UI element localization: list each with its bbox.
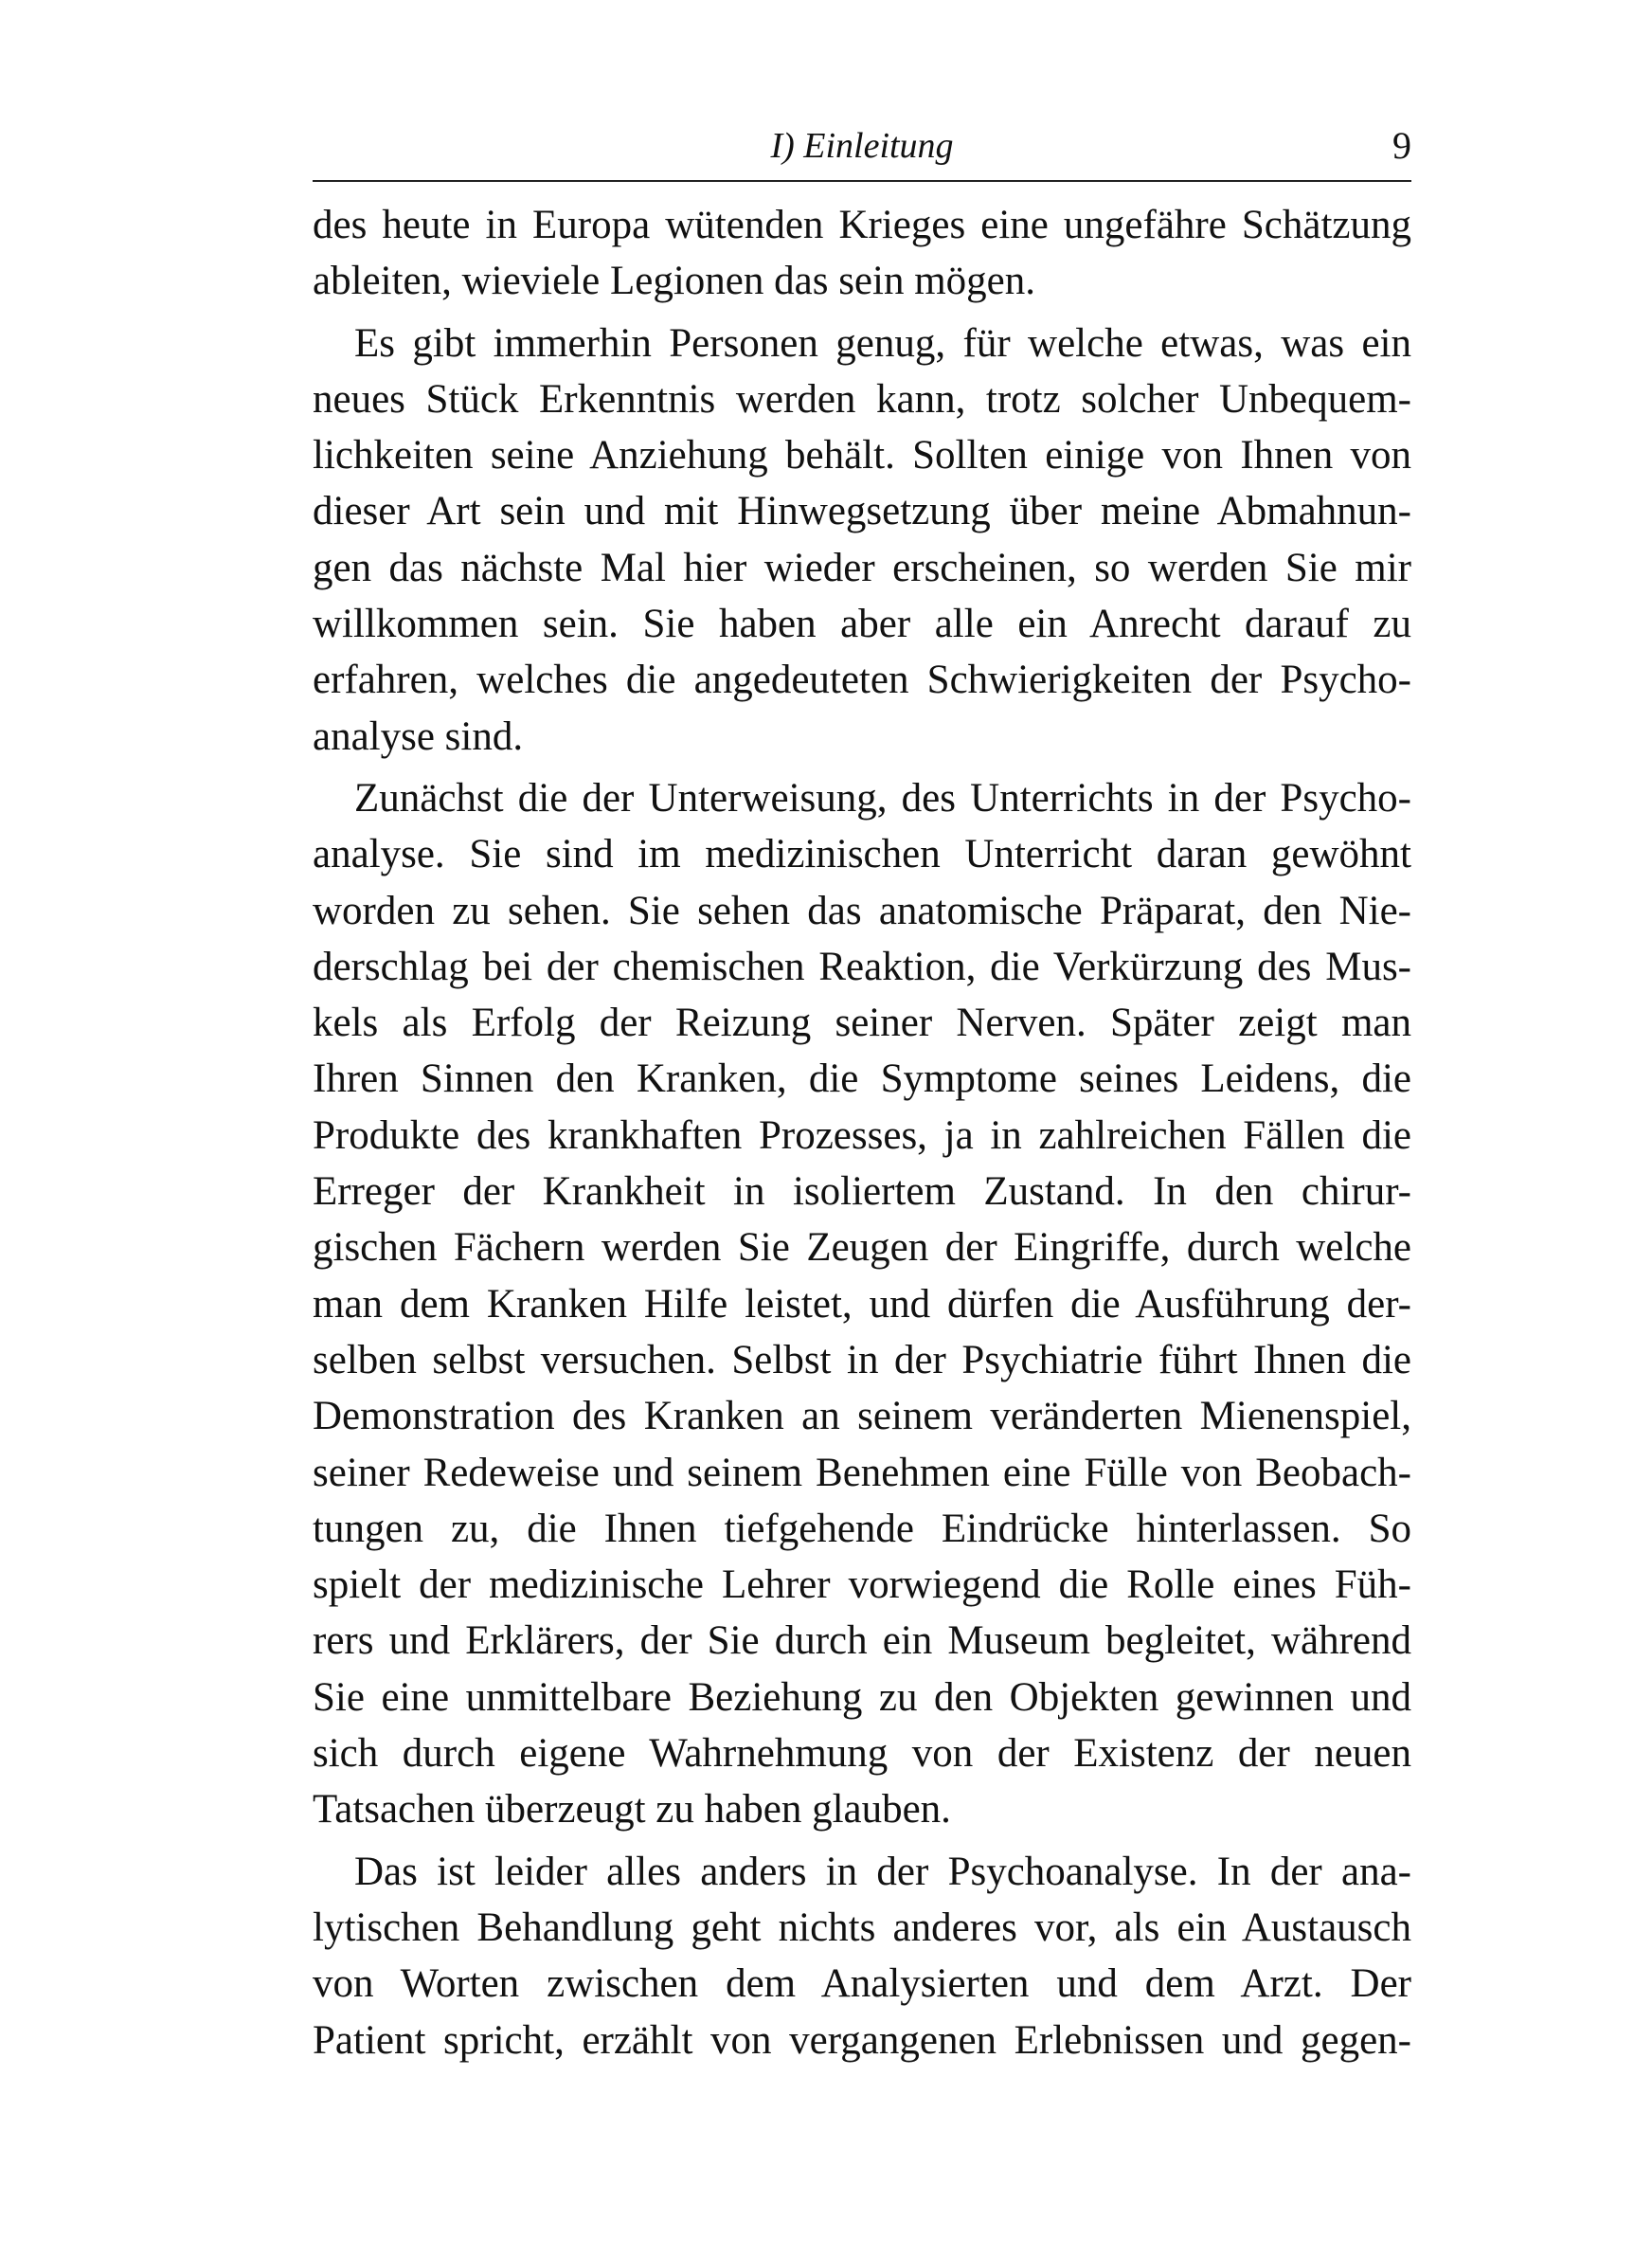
paragraph-first-line: Zunächst die der Unterweisung, des Unterrichts in der Psycho- [354,775,1411,821]
text-line: neues Stück Erkenntnis werden kann, trotz solcher Unbequem- [313,376,1411,422]
text-line: Sie eine unmittelbare Beziehung zu den Objekten gewinnen und [313,1674,1411,1720]
text-line: lichkeiten seine Anziehung behält. Sollten einige von Ihnen von [313,433,1411,478]
text-line: willkommen sein. Sie haben aber alle ein Anrecht darauf zu [313,602,1411,647]
body-text [313,197,1411,2068]
text-line: gen das nächste Mal hier wieder erscheinen, so werden Sie mir [313,545,1411,590]
page-number: 9 [1392,124,1411,167]
text-line: analyse sind. [313,713,524,759]
text-line: Tatsachen überzeugt zu haben glauben. [313,1787,951,1833]
text-line: rers und Erklärers, der Sie durch ein Museum begleitet, während [313,1618,1411,1664]
text-line: Patient spricht, erzählt von vergangenen Erlebnissen und gegen- [313,2017,1411,2063]
text-line: Ihren Sinnen den Kranken, die Symptome seines Leidens, die [313,1056,1411,1102]
text-line: seiner Redeweise und seinem Benehmen eine Fülle von Beobach- [313,1450,1411,1495]
text-line: lytischen Behandlung geht nichts anderes vor, als ein Austausch [313,1905,1411,1950]
text-line: erfahren, welches die angedeuteten Schwierigkeiten der Psycho- [313,658,1411,703]
text-line: von Worten zwischen dem Analysierten und dem Arzt. Der [313,1961,1411,2007]
text-line: gischen Fächern werden Sie Zeugen der Eingriffe, durch welche [313,1225,1411,1271]
text-line: kels als Erfolg der Reizung seiner Nerven. Später zeigt man [313,1001,1411,1046]
text-line: dieser Art sein und mit Hinwegsetzung über meine Abmahnun- [313,489,1411,534]
text-line: tungen zu, die Ihnen tiefgehende Eindrücke hinterlassen. So [313,1506,1411,1551]
text-line: des heute in Europa wütenden Krieges eine ungefähre Schätzung [313,203,1411,247]
text-line: man dem Kranken Hilfe leistet, und dürfen die Ausführung der- [313,1281,1411,1327]
header-rule [313,180,1411,182]
text-line: selben selbst versuchen. Selbst in der Psychiatrie führt Ihnen die [313,1337,1411,1382]
paragraph-first-line: Es gibt immerhin Personen genug, für welche etwas, was ein [354,320,1411,366]
text-line: ableiten, wieviele Legionen das sein mögen. [313,259,1035,304]
book-page [313,121,1411,2068]
text-line: worden zu sehen. Sie sehen das anatomische Präparat, den Nie- [313,888,1411,933]
text-line: sich durch eigene Wahrnehmung von der Existenz der neuen [313,1731,1411,1777]
text-line: Erreger der Krankheit in isoliertem Zustand. In den chirur- [313,1169,1411,1215]
running-header [313,121,1411,171]
text-line: analyse. Sie sind im medizinischen Unterricht daran gewöhnt [313,832,1411,877]
text-line: derschlag bei der chemischen Reaktion, die Verkürzung des Mus- [313,944,1411,989]
chapter-title: I) Einleitung [770,126,954,166]
paragraph-first-line: Das ist leider alles anders in der Psychoanalyse. In der ana- [354,1849,1411,1894]
text-line: spielt der medizinische Lehrer vorwiegend die Rolle eines Füh- [313,1562,1411,1608]
text-line: Produkte des krankhaften Prozesses, ja in zahlreichen Fällen die [313,1112,1411,1158]
text-line: Demonstration des Kranken an seinem veränderten Mienenspiel, [313,1394,1411,1439]
